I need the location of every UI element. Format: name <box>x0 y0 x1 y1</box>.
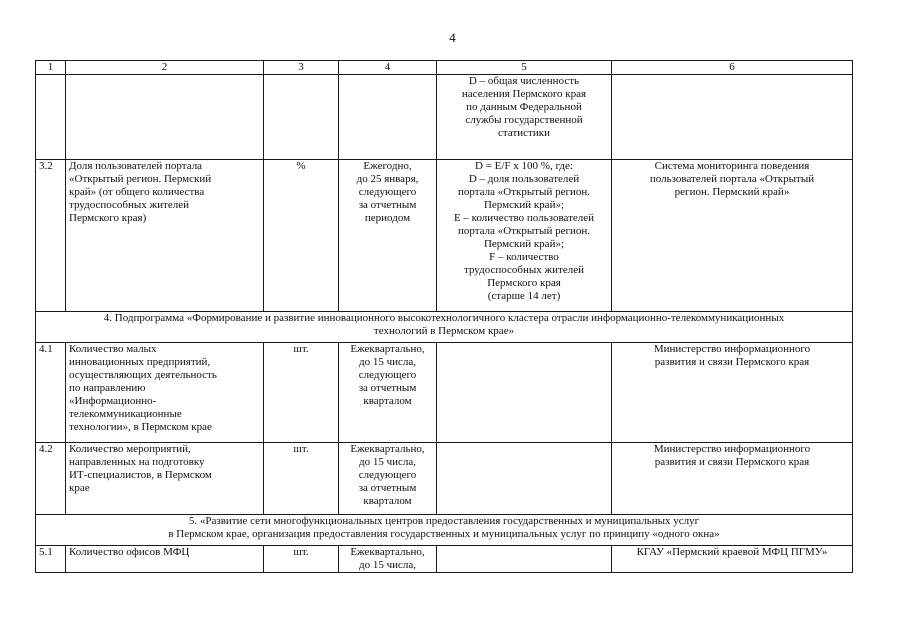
indicator-name: Количество офисов МФЦ <box>66 546 264 573</box>
indicator-name: Количество мероприятий, направленных на подготовку ИТ-специалистов, в Пермском крае <box>66 443 264 515</box>
data-source: КГАУ «Пермский краевой МФЦ ПГМУ» <box>612 546 853 573</box>
unit: шт. <box>264 546 339 573</box>
period <box>339 75 437 160</box>
data-source: Министерство информационного развития и связи Пермского края <box>612 443 853 515</box>
table-row-5-1 <box>36 546 853 573</box>
unit: шт. <box>264 443 339 515</box>
data-source <box>612 75 853 160</box>
calc-method <box>437 343 612 443</box>
indicator-name: Количество малых инновационных предприятий, осуществляющих деятельность по направлению «Информационно- телекоммуникационные технологии», в Пермском крае <box>66 343 264 443</box>
section-row-4 <box>36 312 853 343</box>
unit: % <box>264 160 339 312</box>
page-number: 4 <box>449 30 456 45</box>
header-col-6: 6 <box>612 61 853 75</box>
table-row-continuation <box>36 75 853 160</box>
row-number: 3.2 <box>36 160 66 312</box>
row-number: 4.2 <box>36 443 66 515</box>
calc-method <box>437 443 612 515</box>
period: Ежеквартально, до 15 числа, <box>339 546 437 573</box>
header-col-3: 3 <box>264 61 339 75</box>
section-title: 4. Подпрограмма «Формирование и развитие инновационного высокотехнологичного кластера отрасли информационно-телекоммуникационных технологий в Пермском крае» <box>36 312 853 343</box>
row-number: 4.1 <box>36 343 66 443</box>
header-col-2: 2 <box>66 61 264 75</box>
section-title: 5. «Развитие сети многофункциональных центров предоставления государственных и муниципальных услуг в Пермском крае, организация предоставления государственных и муниципальных услуг по принципу «одного окна» <box>36 515 853 546</box>
period: Ежеквартально, до 15 числа, следующего за отчетным кварталом <box>339 443 437 515</box>
indicator-name: Доля пользователей портала «Открытый регион. Пермский край» (от общего количества трудоспособных жителей Пермского края) <box>66 160 264 312</box>
row-number: 5.1 <box>36 546 66 573</box>
calc-method <box>437 546 612 573</box>
table-row-3-2 <box>36 160 853 312</box>
calc-method: D = E/F x 100 %, где: D – доля пользователей портала «Открытый регион. Пермский край»; E – количество пользователей портала «Открытый регион. Пермский край»; F – количество трудоспособных жителей Пермского края (старше 14 лет) <box>437 160 612 312</box>
table-row-4-2 <box>36 443 853 515</box>
table-row-4-1 <box>36 343 853 443</box>
header-col-1: 1 <box>36 61 66 75</box>
table-header-row <box>36 61 853 75</box>
unit <box>264 75 339 160</box>
indicator-name <box>66 75 264 160</box>
data-source: Министерство информационного развития и связи Пермского края <box>612 343 853 443</box>
period: Ежеквартально, до 15 числа, следующего за отчетным кварталом <box>339 343 437 443</box>
data-source: Система мониторинга поведения пользователей портала «Открытый регион. Пермский край» <box>612 160 853 312</box>
header-col-4: 4 <box>339 61 437 75</box>
row-number <box>36 75 66 160</box>
unit: шт. <box>264 343 339 443</box>
period: Ежегодно, до 25 января, следующего за отчетным периодом <box>339 160 437 312</box>
header-col-5: 5 <box>437 61 612 75</box>
indicators-table <box>35 60 853 573</box>
section-row-5 <box>36 515 853 546</box>
calc-method: D – общая численность населения Пермского края по данным Федеральной службы государственной статистики <box>437 75 612 160</box>
